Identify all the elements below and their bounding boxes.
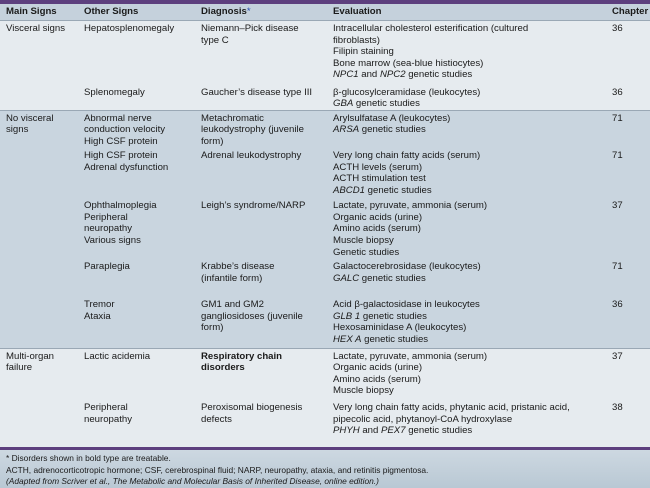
gene-text: NPC1 — [333, 69, 359, 81]
text-line: disorders — [201, 362, 245, 374]
text-line: Abnormal nerve — [84, 112, 152, 124]
diagnosis-cell — [201, 297, 333, 348]
gene-text: and — [358, 69, 380, 81]
other-signs-cell — [84, 198, 201, 259]
header-diagnosis — [201, 4, 333, 21]
text-line: Ophthalmoplegia — [84, 200, 157, 212]
text-line: Muscle biopsy — [333, 234, 394, 246]
text-line: form) — [201, 322, 224, 334]
text-line: Niemann–Pick disease — [201, 23, 299, 34]
table-row — [0, 110, 650, 148]
evaluation-cell — [333, 348, 612, 400]
other-signs-cell — [84, 110, 201, 148]
text-line: Metachromatic — [201, 112, 264, 124]
header-evaluation: Evaluation — [333, 4, 612, 21]
chapter-cell: 36 — [612, 85, 650, 111]
diagnosis-cell — [201, 348, 333, 400]
main-sign-cell — [0, 148, 84, 198]
other-signs-cell — [84, 297, 201, 348]
text-line: conduction velocity — [84, 124, 166, 136]
text-line: Very long chain fatty acids, phytanic acid, pristanic acid, — [333, 402, 570, 414]
main-sign-cell — [0, 110, 84, 148]
text-line: Respiratory chain — [201, 350, 283, 362]
gene-text: NPC2 — [379, 69, 406, 81]
other-signs-cell — [84, 400, 201, 447]
main-sign-cell — [0, 85, 84, 111]
genetic-studies-line — [333, 273, 612, 285]
text-line: Lactate, pyruvate, ammonia (serum) — [333, 350, 488, 362]
text-line: form) — [201, 135, 224, 147]
table-row — [0, 148, 650, 198]
gene-text: genetic studies — [359, 272, 426, 284]
evaluation-cell — [333, 297, 612, 348]
genetic-studies-line — [333, 124, 612, 136]
evaluation-cell — [333, 400, 612, 447]
text-line: Lactic acidemia — [84, 350, 151, 362]
genetic-studies-line — [333, 311, 612, 323]
genetic-studies-line — [333, 185, 612, 197]
diagnosis-cell — [201, 198, 333, 259]
gene-text: genetic studies — [405, 425, 473, 437]
table-row — [0, 85, 650, 111]
text-line: High CSF protein — [84, 150, 158, 162]
text-line: Intracellular cholesterol esterification (cultured — [333, 23, 529, 34]
footnote-abbreviations: ACTH, adrenocorticotropic hormone; CSF, cerebrospinal fluid; NARP, neuropathy, ataxia, and retinitis pigmentosa. — [6, 464, 429, 475]
text-line: (infantile form) — [201, 272, 263, 284]
main-sign-cell — [0, 348, 84, 400]
gene-text: genetic studies — [405, 69, 473, 81]
text-line: GM1 and GM2 — [201, 299, 264, 311]
table-row — [0, 198, 650, 259]
text-line: Splenomegaly — [84, 86, 145, 98]
footnote-bold: * Disorders shown in bold type are treatable. — [6, 453, 171, 464]
chapter-cell: 37 — [612, 198, 650, 259]
text-line: Bone marrow (sea-blue histiocytes) — [333, 57, 484, 69]
text-line: Paraplegia — [84, 261, 130, 273]
diagnosis-cell — [201, 259, 333, 297]
asterisk: * — [246, 6, 251, 17]
gene-text: genetic studies — [365, 184, 432, 196]
genetic-studies-line — [333, 98, 612, 110]
source-title: The Metabolic and Molecular Basis of Inherited Disease — [112, 476, 320, 487]
main-sign-cell — [0, 259, 84, 297]
evaluation-cell — [333, 198, 612, 259]
text-line: Amino acids (serum) — [333, 223, 421, 235]
header-chapter: Chapter — [612, 4, 650, 21]
table-row — [0, 21, 650, 85]
evaluation-cell — [333, 148, 612, 198]
chapter-cell: 38 — [612, 400, 650, 447]
gene-text: genetic studies — [360, 310, 427, 322]
text-line: defects — [201, 413, 232, 425]
gene-text: genetic studies — [353, 98, 420, 110]
text-line: Organic acids (urine) — [333, 211, 423, 223]
text-line: Various signs — [84, 234, 141, 246]
header-diagnosis-label: Diagnosis — [201, 6, 247, 17]
text-line: Leigh’s syndrome/NARP — [201, 200, 306, 212]
gene-text: genetic studies — [359, 124, 426, 136]
text-line: Peripheral — [84, 402, 128, 414]
text-line: Hepatosplenomegaly — [84, 23, 175, 34]
gene-text: GBA — [333, 98, 354, 110]
other-signs-cell — [84, 148, 201, 198]
gene-text: GLB 1 — [333, 310, 361, 322]
evaluation-cell — [333, 21, 612, 85]
main-sign: No visceral signs — [6, 112, 54, 136]
header-row — [0, 4, 650, 21]
text-line: Genetic studies — [333, 246, 400, 258]
text-line: Filipin staining — [333, 46, 394, 58]
evaluation-cell — [333, 110, 612, 148]
diagnosis-cell — [201, 110, 333, 148]
chapter-cell: 37 — [612, 348, 650, 400]
evaluation-cell — [333, 85, 612, 111]
chapter-cell: 36 — [612, 297, 650, 348]
text-line: Tremor — [84, 299, 115, 311]
source-post: , online edition.) — [319, 476, 379, 487]
diagnosis-cell — [201, 400, 333, 447]
main-sign-cell — [0, 21, 84, 85]
text-line: Peroxisomal biogenesis — [201, 402, 303, 414]
genetic-studies-line — [333, 69, 612, 81]
genetic-studies-line — [333, 334, 612, 346]
gene-text: HEX A — [333, 333, 362, 345]
diagnosis-cell — [201, 85, 333, 111]
gene-text: PEX7 — [381, 425, 406, 437]
footnote-source — [6, 476, 644, 488]
table-row — [0, 348, 650, 400]
text-line: Gaucher’s disease type III — [201, 86, 313, 98]
text-line: Very long chain fatty acids (serum) — [333, 150, 481, 162]
gene-text: and — [359, 425, 381, 437]
table-row — [0, 297, 650, 348]
chapter-cell: 71 — [612, 110, 650, 148]
gene-text: GALC — [333, 272, 360, 284]
text-line: Hexosaminidase A (leukocytes) — [333, 322, 467, 334]
text-line: Adrenal dysfunction — [84, 161, 169, 173]
text-line: pipecolic acid, phytanoyl-CoA hydroxylase — [333, 413, 513, 425]
genetic-studies-line — [333, 425, 612, 437]
text-line: Acid β-galactosidase in leukocytes — [333, 299, 480, 311]
main-sign-cell — [0, 297, 84, 348]
text-line: Arylsulfatase A (leukocytes) — [333, 112, 451, 124]
text-line: Peripheral — [84, 211, 128, 223]
main-sign: Multi-organ failure — [6, 350, 54, 374]
evaluation-cell — [333, 259, 612, 297]
main-sign-cell — [0, 400, 84, 447]
text-line: neuropathy — [84, 413, 133, 425]
text-line: gangliosidoses (juvenile — [201, 310, 303, 322]
header-other-signs: Other Signs — [84, 4, 201, 21]
gene-text: ABCD1 — [333, 184, 365, 196]
main-sign-cell — [0, 198, 84, 259]
chapter-cell: 71 — [612, 148, 650, 198]
text-line: Amino acids (serum) — [333, 373, 421, 385]
chapter-cell: 36 — [612, 21, 650, 85]
other-signs-cell — [84, 85, 201, 111]
table-row — [0, 259, 650, 297]
other-signs-cell — [84, 21, 201, 85]
text-line: type C — [201, 34, 229, 46]
header-main-signs: Main Signs — [0, 4, 84, 21]
gene-text: genetic studies — [361, 333, 429, 345]
diagnosis-cell — [201, 21, 333, 85]
other-signs-cell — [84, 348, 201, 400]
text-line: Muscle biopsy — [333, 385, 394, 397]
disease-table — [0, 4, 650, 447]
text-line: fibroblasts) — [333, 34, 380, 46]
main-sign: Visceral signs — [6, 23, 66, 34]
table-row — [0, 400, 650, 447]
text-line: ACTH levels (serum) — [333, 161, 423, 173]
text-line: Adrenal leukodystrophy — [201, 150, 302, 162]
text-line: Organic acids (urine) — [333, 362, 423, 374]
text-line: Lactate, pyruvate, ammonia (serum) — [333, 200, 488, 212]
gene-text: ARSA — [333, 124, 360, 136]
text-line: Ataxia — [84, 310, 111, 322]
diagnosis-cell — [201, 148, 333, 198]
gene-text: PHYH — [333, 425, 360, 437]
text-line: ACTH stimulation test — [333, 173, 426, 185]
text-line: neuropathy — [84, 223, 133, 235]
source-pre: (Adapted from Scriver et al., — [6, 476, 113, 487]
other-signs-cell — [84, 259, 201, 297]
text-line: β-glucosylceramidase (leukocytes) — [333, 86, 481, 98]
text-line: High CSF protein — [84, 135, 158, 147]
footnotes — [0, 450, 650, 488]
text-line: leukodystrophy (juvenile — [201, 124, 304, 136]
text-line: Galactocerebrosidase (leukocytes) — [333, 261, 481, 273]
text-line: Krabbe’s disease — [201, 261, 275, 273]
chapter-cell: 71 — [612, 259, 650, 297]
